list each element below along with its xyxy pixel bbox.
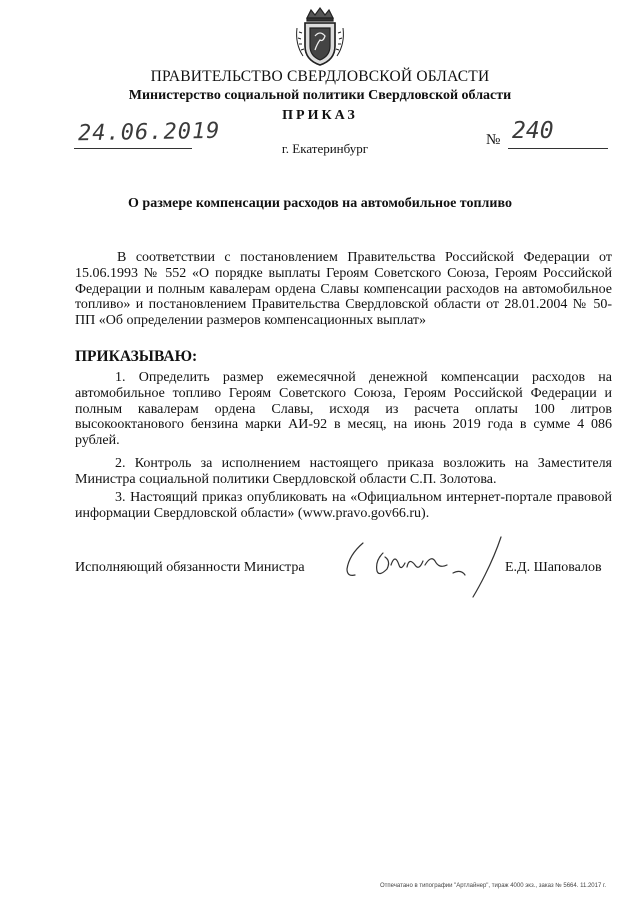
order-item-2: 2. Контроль за исполнением настоящего приказа возложить на Заместителя Министра социальной политики Свердловской области С.П. Золотова.: [75, 456, 612, 487]
print-footer: Отпечатано в типографии "Артлайнер", тираж 4000 экз., заказ № 5664. 11.2017 г.: [380, 883, 607, 889]
city: г. Екатеринбург: [281, 141, 369, 156]
handwritten-signature: [335, 525, 505, 600]
document-type: ПРИКАЗ: [282, 108, 358, 123]
handwritten-date: 24.06.2019: [77, 118, 221, 147]
order-item-3: 3. Настоящий приказ опубликовать на «Официальном интернет-портале правовой информации Свердловской области» (www.pravo.gov66.ru).: [75, 490, 612, 521]
intro-paragraph: В соответствии с постановлением Правительства Российской Федерации от 15.06.1993 № 552 «О порядке выплаты Героям Советского Союза, Героям Российской Федерации и полным кавалерам ордена Славы компенсации расходов на автомобильное топливо» и постановлением Правительства Свердловской области от 28.01.2004 № 50-ПП «Об определении размеров компенсационных выплат»: [75, 250, 612, 329]
government-title: ПРАВИТЕЛЬСТВО СВЕРДЛОВСКОЙ ОБЛАСТИ: [150, 68, 490, 85]
order-item-1: 1. Определить размер ежемесячной денежной компенсации расходов на автомобильное топливо Героям Советского Союза, Героям Российской Федерации и полным кавалерам ордена Славы, исходя из расчета оплаты 100 литров высокооктанового бензина марки АИ-92 в месяц, на июнь 2019 года в сумме 4 086 рублей.: [75, 370, 612, 449]
order-word: ПРИКАЗЫВАЮ:: [75, 348, 198, 365]
handwritten-number: 240: [512, 118, 554, 144]
order-subject: О размере компенсации расходов на автомобильное топливо: [128, 196, 512, 211]
signer-position: Исполняющий обязанности Министра: [75, 560, 305, 575]
number-sign: №: [486, 132, 501, 148]
signer-name: Е.Д. Шаповалов: [505, 560, 602, 575]
coat-of-arms-emblem-icon: [293, 6, 347, 68]
ministry-title: Министерство социальной политики Свердловской области: [128, 88, 512, 103]
